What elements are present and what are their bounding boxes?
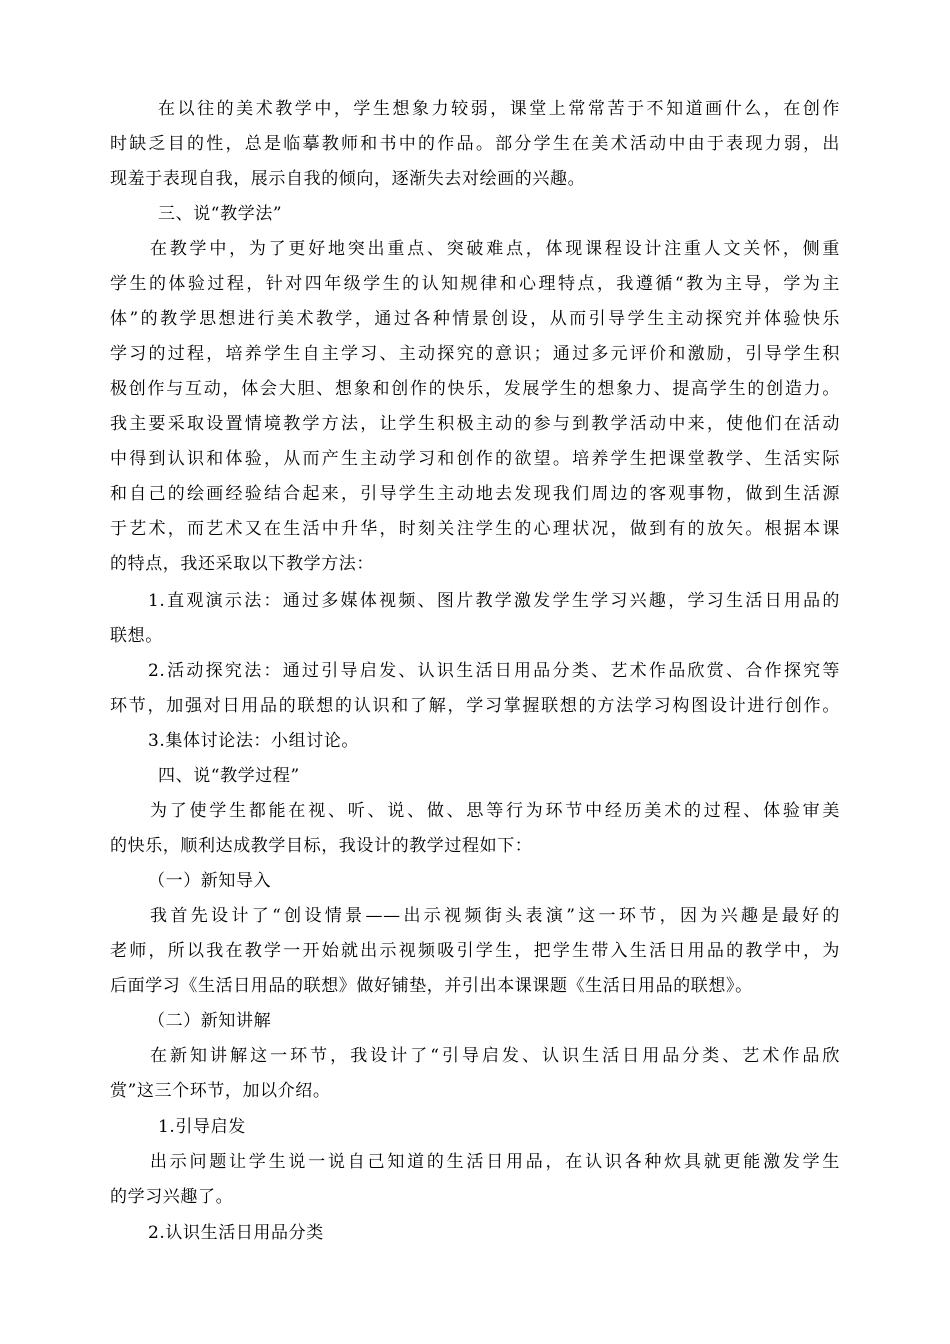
paragraph-line: 的快乐，顺利达成教学目标，我设计的教学过程如下： [110,836,533,856]
paragraph-line: 在新知讲解这一环节，我设计了“引导启发、认识生活日用品分类、艺术作品欣 [150,1046,840,1066]
subsection-heading: 2.认识生活日用品分类 [148,1223,324,1243]
paragraph-line: 在教学中，为了更好地突出重点、突破难点，体现课程设计注重人文关怀，侧重 [150,239,840,259]
paragraph-line: 现羞于表现自我，展示自我的倾向，逐渐失去对绘画的兴趣。 [110,169,586,189]
paragraph-line: 时缺乏目的性，总是临摹教师和书中的作品。部分学生在美术活动中由于表现力弱，出 [110,134,840,154]
paragraph-line: 学习的过程，培养学生自主学习、主动探究的意识；通过多元评价和激励，引导学生积 [110,344,840,364]
paragraph-line: 学生的体验过程，针对四年级学生的认知规律和心理特点，我遵循“教为主导，学为主 [110,274,840,294]
paragraph-line: 出示问题让学生说一说自己知道的生活日用品，在认识各种炊具就更能激发学生 [150,1152,840,1172]
paragraph-line: 在以往的美术教学中，学生想象力较弱，课堂上常常苦于不知道画什么，在创作 [158,99,840,119]
section-heading: 三、说“教学法” [158,204,283,224]
paragraph-line: 的特点，我还采取以下教学方法： [110,554,374,574]
paragraph-line: 老师，所以我在教学一开始就出示视频吸引学生，把学生带入生活日用品的教学中，为 [110,941,840,961]
subsection-heading: 1.引导启发 [158,1117,246,1137]
paragraph-line: 的学习兴趣了。 [110,1187,234,1207]
paragraph-line: 和自己的绘画经验结合起来，引导学生主动地去发现我们周边的客观事物，做到生活源 [110,484,840,504]
paragraph-line: 我首先设计了“创设情景——出示视频街头表演”这一环节，因为兴趣是最好的 [150,906,840,926]
paragraph-line: 于艺术，而艺术又在生活中升华，时刻关注学生的心理状况，做到有的放矢。根据本课 [110,519,840,539]
subsection-heading: （二）新知讲解 [148,1011,272,1031]
paragraph-line: 中得到认识和体验，从而产生主动学习和创作的欲望。培养学生把课堂教学、生活实际 [110,449,840,469]
paragraph-line: 为了使学生都能在视、听、说、做、思等行为环节中经历美术的过程、体验审美 [150,801,840,821]
list-item: 1.直观演示法：通过多媒体视频、图片教学激发学生学习兴趣，学习生活日用品的 [148,591,840,611]
subsection-heading: （一）新知导入 [148,871,272,891]
paragraph-line: 后面学习《生活日用品的联想》做好铺垫，并引出本课课题《生活日用品的联想》。 [110,976,753,996]
paragraph-line: 赏”这三个环节，加以介绍。 [110,1081,331,1101]
list-item: 3.集体讨论法：小组讨论。 [148,731,360,751]
section-heading: 四、说“教学过程” [158,766,300,786]
paragraph-line: 我主要采取设置情境教学方法，让学生积极主动的参与到教学活动中来，使他们在活动 [110,414,840,434]
paragraph-line: 环节，加强对日用品的联想的认识和了解，学习掌握联想的方法学习构图设计进行创作。 [110,696,840,716]
paragraph-line: 极创作与互动，体会大胆、想象和创作的快乐，发展学生的想象力、提高学生的创造力。 [110,379,840,399]
list-item: 2.活动探究法：通过引导启发、认识生活日用品分类、艺术作品欣赏、合作探究等 [148,661,840,681]
paragraph-line: 联想。 [110,626,163,646]
paragraph-line: 体”的教学思想进行美术教学，通过各种情景创设，从而引导学生主动探究并体验快乐 [110,309,840,329]
